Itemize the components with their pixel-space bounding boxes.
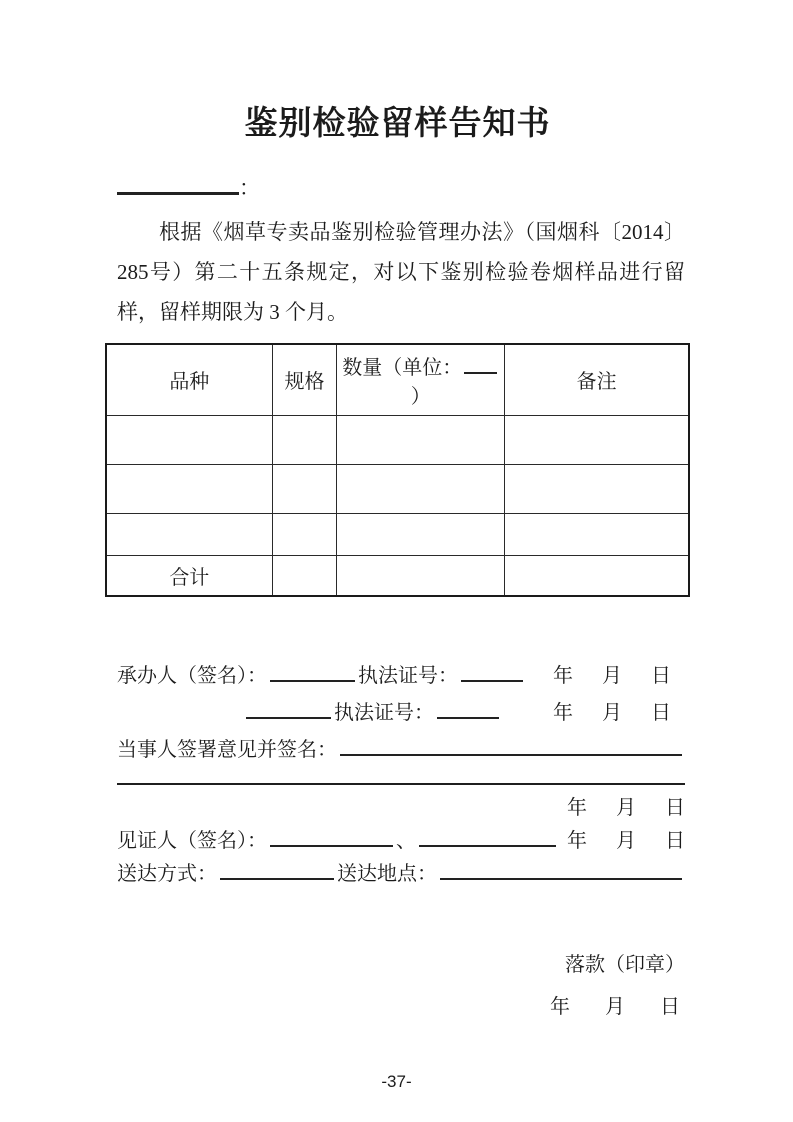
year-label: 年 bbox=[567, 830, 587, 852]
cell-remarks bbox=[505, 464, 689, 513]
column-header-spec: 规格 bbox=[272, 344, 337, 415]
addressee-line bbox=[117, 172, 690, 206]
year-label: 年 bbox=[553, 702, 573, 724]
addressee-colon: ： bbox=[239, 176, 260, 200]
party-label: 当事人签署意见并签名： bbox=[117, 739, 337, 761]
table-row bbox=[106, 513, 689, 555]
addressee-blank-field bbox=[117, 192, 239, 195]
day-label: 日 bbox=[651, 665, 671, 687]
table-total-row bbox=[106, 555, 689, 596]
witness-signature-blank-2 bbox=[419, 845, 556, 847]
handler-signature-line-2 bbox=[117, 696, 685, 733]
witness-separator: 、 bbox=[396, 830, 416, 852]
table-header-row bbox=[106, 344, 689, 415]
cell-quantity bbox=[337, 464, 505, 513]
cell-quantity bbox=[337, 415, 505, 464]
year-label: 年 bbox=[553, 665, 573, 687]
date-group bbox=[567, 824, 685, 853]
month-label: 月 bbox=[602, 702, 622, 724]
total-remarks bbox=[505, 555, 689, 596]
total-quantity bbox=[337, 555, 505, 596]
delivery-line bbox=[117, 857, 685, 890]
cell-variety bbox=[106, 415, 272, 464]
day-label: 日 bbox=[665, 797, 685, 819]
cell-remarks bbox=[505, 415, 689, 464]
party-opinion-blank bbox=[340, 754, 682, 756]
total-spec bbox=[272, 555, 337, 596]
column-header-quantity bbox=[337, 344, 505, 415]
cell-variety bbox=[106, 513, 272, 555]
seal-date-group bbox=[117, 990, 685, 1016]
delivery-place-blank bbox=[440, 878, 682, 880]
handler-signature-blank bbox=[246, 717, 331, 719]
seal-label: 落款（印章） bbox=[565, 954, 685, 976]
party-opinion-line bbox=[117, 733, 685, 770]
table-row bbox=[106, 415, 689, 464]
opinion-rule-line bbox=[117, 783, 685, 785]
year-label: 年 bbox=[550, 996, 570, 1018]
cell-spec bbox=[272, 464, 337, 513]
month-label: 月 bbox=[605, 996, 625, 1018]
day-label: 日 bbox=[651, 702, 671, 724]
handler-signature-line-1 bbox=[117, 659, 685, 696]
month-label: 月 bbox=[602, 665, 622, 687]
delivery-place-label: 送达地点： bbox=[337, 863, 437, 885]
day-label: 日 bbox=[665, 830, 685, 852]
day-label: 日 bbox=[660, 996, 680, 1018]
column-header-variety: 品种 bbox=[106, 344, 272, 415]
quantity-header-prefix: 数量（单位： bbox=[342, 356, 463, 379]
delivery-method-label: 送达方式： bbox=[117, 863, 217, 885]
date-group bbox=[553, 659, 685, 688]
cell-quantity bbox=[337, 513, 505, 555]
party-date-line bbox=[117, 791, 685, 824]
delivery-method-blank bbox=[220, 878, 334, 880]
column-header-remarks: 备注 bbox=[505, 344, 689, 415]
total-label: 合计 bbox=[106, 555, 272, 596]
cell-remarks bbox=[505, 513, 689, 555]
license-number-blank bbox=[461, 680, 523, 682]
signature-block bbox=[117, 659, 685, 1016]
handler-signature-blank bbox=[270, 680, 355, 682]
license-label: 执法证号： bbox=[358, 665, 458, 687]
date-group bbox=[567, 791, 685, 820]
date-group bbox=[553, 696, 685, 725]
body-paragraph: 根据《烟草专卖品鉴别检验管理办法》（国烟科〔2014〕285号）第二十五条规定，对以下鉴别检验卷烟样品进行留样，留样期限为 3 个月。 bbox=[117, 220, 685, 324]
year-label: 年 bbox=[567, 797, 587, 819]
witness-signature-line bbox=[117, 824, 685, 857]
table-row bbox=[106, 464, 689, 513]
cell-variety bbox=[106, 464, 272, 513]
page-number: -37- bbox=[381, 1072, 412, 1091]
cell-spec bbox=[272, 513, 337, 555]
page-title: 鉴别检验留样告知书 bbox=[244, 106, 551, 142]
license-label: 执法证号： bbox=[334, 702, 434, 724]
unit-blank-field bbox=[464, 372, 497, 374]
witness-signature-blank-1 bbox=[270, 845, 393, 847]
witness-label: 见证人（签名）： bbox=[117, 830, 267, 852]
month-label: 月 bbox=[616, 797, 636, 819]
license-number-blank bbox=[437, 717, 499, 719]
month-label: 月 bbox=[616, 830, 636, 852]
quantity-header-suffix: ） bbox=[410, 385, 431, 408]
seal-line bbox=[117, 948, 685, 974]
sample-table bbox=[105, 343, 690, 597]
handler-label: 承办人（签名）： bbox=[117, 665, 267, 687]
cell-spec bbox=[272, 415, 337, 464]
document-page bbox=[105, 0, 690, 1016]
